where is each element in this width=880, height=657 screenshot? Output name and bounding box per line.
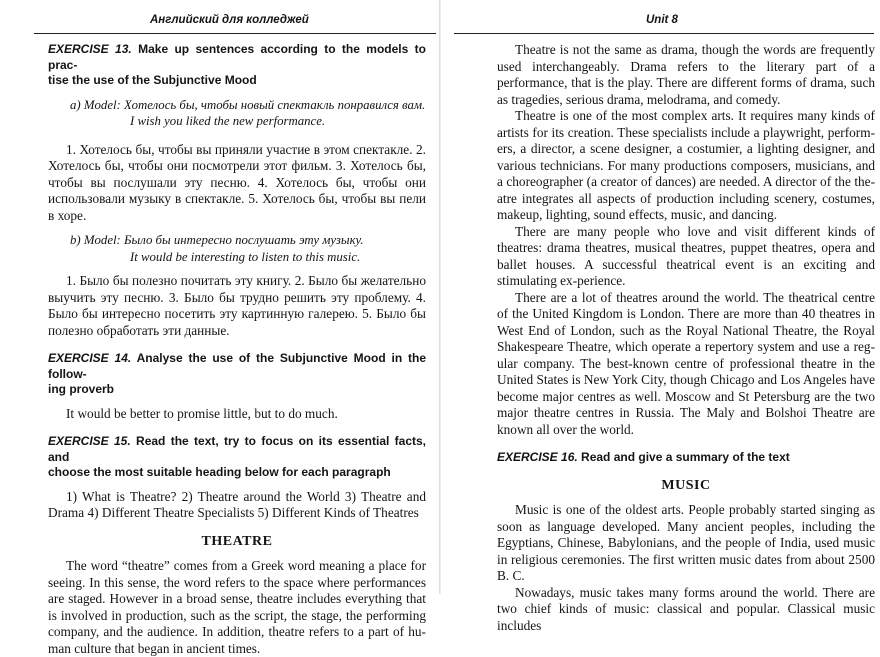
model-a-russian: a) Model: Хотелось бы, чтобы новый спектакль понравился вам. (70, 97, 426, 112)
running-head-left: Английский для колледжей (150, 14, 309, 26)
exercise-13-instruction-line2: tise the use of the Subjunctive Mood (48, 73, 257, 87)
model-a-english: I wish you liked the new performance. (130, 114, 326, 128)
exercise-13-number: EXERCISE 13. (48, 42, 132, 56)
model-b-russian: b) Model: Было бы интересно послушать эту музыку. (70, 233, 364, 247)
exercise-13-items-b: 1. Было бы полезно почитать эту книгу. 2. Было бы желательно выучить эту песню. 3. Было бы трудно решить эту проблему. 4. Было бы интересно посетить эту картинную галерею. 5. Было бы полезно обработать эти данные. (48, 273, 426, 338)
exercise-15-instruction-line2: choose the most suitable heading below for each paragraph (48, 465, 391, 479)
exercise-15-headings-list: 1) What is Theatre? 2) Theatre around the World 3) Theatre and Drama 4) Different Theatre Specialists 5) Different Kinds of Theatres (48, 488, 426, 520)
exercise-16-heading (497, 450, 875, 466)
exercise-14-instruction-line2: ing proverb (48, 382, 115, 396)
theatre-paragraph-2: Theatre is not the same as drama, though the words are frequently used interchangeably. Drama refers to the literary part of a performance, that is the play. There are different forms of drama, such as tragedies, serious drama, melodrama, and comedy. (497, 42, 875, 107)
exercise-14-proverb: It would be better to promise little, but to do much. (66, 405, 338, 421)
exercise-16-number: EXERCISE 16. (497, 450, 578, 464)
right-page-content (497, 42, 875, 634)
exercise-14-heading (48, 351, 426, 398)
exercise-15-instruction-line1: Read the text, try to focus on its essential facts, and (48, 434, 426, 464)
exercise-15-heading (48, 434, 426, 481)
left-page-content (48, 42, 426, 657)
theatre-title: THEATRE (201, 533, 273, 549)
theatre-paragraph-3: Theatre is one of the most complex arts. It requires many kinds of artists for its creation. These specialists include a playwright, perform-ers, a director, a scene designer, a costumier, a lighting designer, and various technicians. For many productions composers, musicians, and a choreographer (a creator of dances) are needed. A director of the the-atre integrates all aspects of production including scenery, costumes, makeup, lighting, sound effects, music, and dancing. (497, 108, 875, 222)
theatre-paragraph-4: There are many people who love and visit different kinds of theatres: drama theatres, musical theatres, puppet theatres, opera and ballet houses. A successful theatrical event is an exciting and stimulating ex-perience. (497, 223, 875, 288)
model-a (48, 97, 426, 130)
music-paragraph-1: Music is one of the oldest arts. People probably started singing as soon as language developed. Many ancient peoples, including the Egyptians, Chinese, Babylonians, and the people of India, used music in religious ceremonies. The first written music dates from about 2500 B. C. (497, 502, 875, 583)
right-page (440, 0, 880, 633)
header-rule-right (454, 33, 874, 34)
theatre-paragraph-1: The word “theatre” comes from a Greek word meaning a place for seeing. In this sense, the word refers to the space where performances are staged. However in a broad sense, theatre includes everything that is involved in production, such as the script, the stage, the performing company, and the audience. In addition, theatre refers to a part of hu-man culture that began in ancient times. (48, 558, 426, 656)
left-page (0, 0, 440, 656)
header-rule-left (34, 33, 436, 34)
theatre-paragraph-5: There are a lot of theatres around the world. The theatrical centre of the United Kingdom is London. There are more than 40 theatres in West End of London, such as the Royal National Theatre, the Royal Shakespeare Theatre, which operate a repertory system and use a reg-ular company. The best-known centre of professional theatre in the United States is New York City, though Chicago and Los Angeles have become major centres as well. Moscow and St Petersburg are the two major theatre centres in Russia. The Maly and Bolshoi Theatre are known all over the world. (497, 289, 875, 437)
music-title: MUSIC (661, 477, 711, 493)
model-b (48, 232, 426, 265)
running-head-right: Unit 8 (646, 14, 678, 26)
exercise-13-items-a: 1. Хотелось бы, чтобы вы приняли участие в этом спектакле. 2. Хотелось бы, чтобы они посмотрели этот фильм. 3. Хотелось бы, чтобы вы послушали эту песню. 4. Хотелось бы, чтобы они использовали музыку в спектакле. 5. Хотелось бы, чтобы вы пели в хоре. (48, 141, 426, 223)
exercise-14-number: EXERCISE 14. (48, 351, 132, 365)
exercise-15-number: EXERCISE 15. (48, 434, 131, 448)
model-b-english: It would be interesting to listen to this music. (130, 249, 361, 264)
music-paragraph-2: Nowadays, music takes many forms around the world. There are two chief kinds of music: classical and popular. Classical music includes (497, 584, 875, 633)
exercise-13-instruction-line1: Make up sentences according to the models to prac- (48, 42, 426, 72)
exercise-13-heading (48, 42, 426, 89)
exercise-16-instruction: Read and give a summary of the text (581, 450, 790, 464)
exercise-14-instruction-line1: Analyse the use of the Subjunctive Mood in the follow- (48, 351, 427, 381)
